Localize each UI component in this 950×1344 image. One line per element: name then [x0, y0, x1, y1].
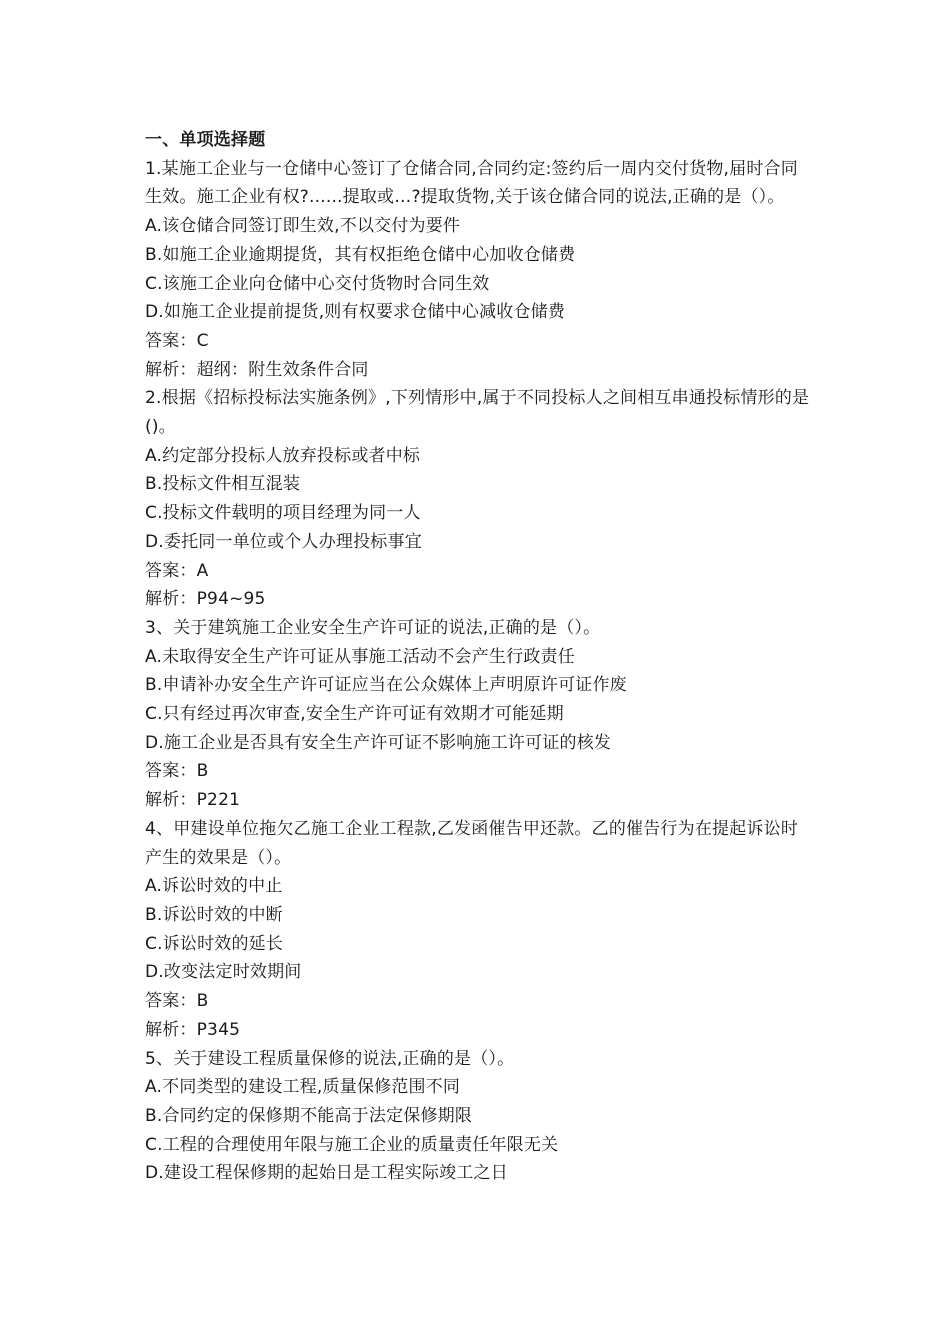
- answer: 答案：B: [145, 761, 209, 782]
- analysis: 解析：P345: [145, 1019, 241, 1040]
- analysis: 解析：P221: [145, 790, 241, 811]
- option-b: B.诉讼时效的中断: [145, 904, 283, 925]
- answer: 答案：C: [145, 330, 209, 351]
- question-block: [145, 614, 810, 815]
- analysis: 解析：超纲：附生效条件合同: [145, 359, 369, 380]
- question-block: [145, 155, 810, 385]
- option-a: A.未取得安全生产许可证从事施工活动不会产生行政责任: [145, 646, 575, 667]
- option-c: C.投标文件载明的项目经理为同一人: [145, 503, 421, 524]
- option-a: A.诉讼时效的中止: [145, 876, 283, 897]
- option-a: A.不同类型的建设工程,质量保修范围不同: [145, 1077, 461, 1098]
- option-c: C.诉讼时效的延长: [145, 933, 284, 954]
- question-stem: 2.根据《招标投标法实施条例》,下列情形中,属于不同投标人之间相互串通投标情形的是()。: [145, 388, 810, 438]
- question-stem: 3、关于建筑施工企业安全生产许可证的说法,正确的是（）。: [145, 617, 601, 638]
- question-stem: 5、关于建设工程质量保修的说法,正确的是（）。: [145, 1048, 515, 1069]
- question-block: [145, 384, 810, 614]
- question-block: [145, 1045, 810, 1189]
- option-a: A.该仓储合同签订即生效,不以交付为要件: [145, 216, 461, 237]
- option-b: B.如施工企业逾期提货，其有权拒绝仓储中心加收仓储费: [145, 244, 576, 265]
- question-block: [145, 815, 810, 1045]
- answer: 答案：A: [145, 560, 209, 581]
- option-c: C.工程的合理使用年限与施工企业的质量责任年限无关: [145, 1134, 559, 1155]
- option-b: B.投标文件相互混装: [145, 474, 301, 495]
- analysis: 解析：P94~95: [145, 589, 266, 610]
- option-d: D.委托同一单位或个人办理投标事宜: [145, 531, 422, 552]
- option-b: B.合同约定的保修期不能高于法定保修期限: [145, 1105, 473, 1126]
- option-d: D.施工企业是否具有安全生产许可证不影响施工许可证的核发: [145, 732, 612, 753]
- document-page: [145, 126, 810, 1188]
- section-title: 一、单项选择题: [145, 130, 266, 150]
- option-b: B.申请补办安全生产许可证应当在公众媒体上声明原许可证作废: [145, 675, 627, 696]
- option-d: D.改变法定时效期间: [145, 962, 302, 983]
- option-a: A.约定部分投标人放弃投标或者中标: [145, 445, 421, 466]
- option-c: C.只有经过再次审查,安全生产许可证有效期才可能延期: [145, 704, 564, 725]
- option-c: C.该施工企业向仓储中心交付货物时合同生效: [145, 273, 490, 294]
- question-stem: 1.某施工企业与一仓储中心签订了仓储合同,合同约定:签约后一周内交付货物,届时合同生效。施工企业有权?......提取或…?提取货物,关于该仓储合同的说法,正确的是（）。: [145, 158, 798, 208]
- option-d: D.建设工程保修期的起始日是工程实际竣工之日: [145, 1163, 508, 1184]
- answer: 答案：B: [145, 991, 209, 1012]
- question-stem: 4、甲建设单位拖欠乙施工企业工程款,乙发函催告甲还款。乙的催告行为在提起诉讼时产生的效果是（）。: [145, 818, 799, 868]
- option-d: D.如施工企业提前提货,则有权要求仓储中心减收仓储费: [145, 302, 566, 323]
